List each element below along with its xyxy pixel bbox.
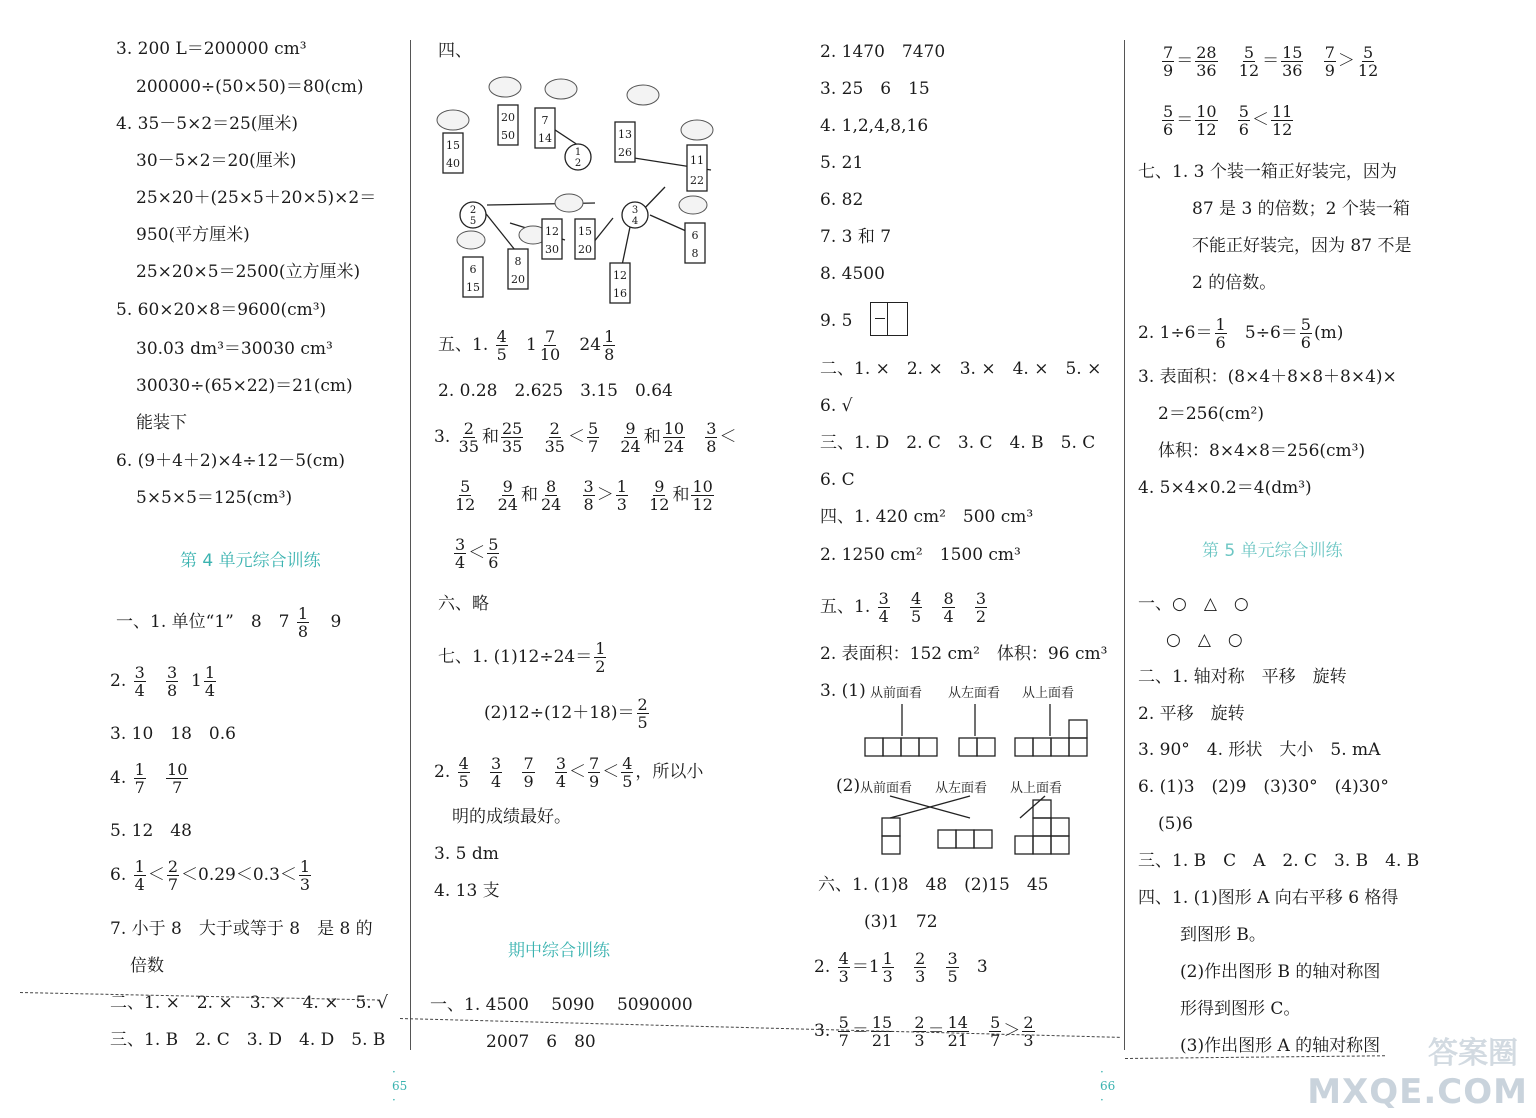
- answer-line: 7. 3 和 7: [820, 227, 892, 247]
- answer-line: 4. 35－5×2＝25(厘米): [116, 114, 299, 134]
- svg-text:20: 20: [501, 111, 515, 124]
- answer-line: 3. 5 dm: [434, 844, 499, 864]
- svg-text:7: 7: [541, 114, 549, 127]
- page-number: · 66 ·: [1100, 1065, 1116, 1107]
- answer-line: 5. 12 48: [110, 821, 192, 841]
- answer-line: $\frac{5}{12}$ $\frac{9}{24}$ 和 $\frac{8}{24}$ $\frac{3}{8}$ ＞ $\frac{1}{3}$ $\frac{9}{12}$ 和 $\frac{10}{12}$: [455, 477, 713, 514]
- svg-text:16: 16: [613, 287, 627, 300]
- svg-text:6: 6: [691, 229, 699, 242]
- answer-line: 5. 21: [820, 153, 864, 173]
- answer-line: 七、1. (1)12÷24＝ $\frac{1}{2}$: [438, 639, 606, 676]
- three-views-figure-2: [860, 792, 1120, 862]
- svg-text:20: 20: [511, 273, 525, 286]
- answer-line: 87 是 3 的倍数；2 个装一箱: [1192, 199, 1410, 219]
- svg-text:13: 13: [618, 128, 632, 141]
- answer-line: 二、1. × 2. × 3. × 4. × 5. √: [110, 993, 388, 1013]
- svg-text:11: 11: [690, 154, 704, 167]
- answer-line: 25×20＋(25×5＋20×5)×2＝: [136, 188, 377, 208]
- answer-line: 2. 平移 旋转: [1138, 704, 1245, 724]
- answer-line: 四、: [438, 41, 472, 61]
- answer-line: (2)12÷(12＋18)＝ $\frac{2}{5}$: [484, 695, 648, 732]
- answer-line: (2)作出图形 B 的轴对称图: [1180, 962, 1381, 982]
- answer-line: 6. $\frac{1}{4}$ ＜ $\frac{2}{7}$ ＜0.29＜0.3＜ $\frac{1}{3}$: [110, 857, 311, 894]
- answer-line: 950(平方厘米): [136, 225, 250, 245]
- answer-line: 四、1. 420 cm² 500 cm³: [820, 507, 1034, 527]
- svg-text:8: 8: [514, 255, 522, 268]
- answer-line: 6. (9＋4＋2)×4÷12－5(cm): [116, 451, 345, 471]
- section-heading: 第 4 单元综合训练: [180, 551, 321, 571]
- svg-text:26: 26: [618, 146, 632, 159]
- answer-line: 3. $\frac{5}{7}$ ＝ $\frac{15}{21}$ $\frac{2}{3}$ ＝ $\frac{14}{21}$ $\frac{5}{7}$ ＞ $\frac{2}{3}$: [814, 1013, 1034, 1050]
- answer-line: 2. 1250 cm² 1500 cm³: [820, 545, 1021, 565]
- answer-line: 一、○ △ ○: [1138, 594, 1249, 614]
- answer-line: 三、1. B C A 2. C 3. B 4. B: [1138, 851, 1420, 871]
- answer-line: 4. 1,2,4,8,16: [820, 116, 929, 136]
- answer-line: 能装下: [136, 413, 187, 433]
- answer-line: 二、1. 轴对称 平移 旋转: [1138, 667, 1347, 687]
- answer-line: (3)作出图形 A 的轴对称图: [1180, 1036, 1381, 1056]
- answer-line: 6. C: [820, 470, 855, 490]
- answer-line: 3. 10 18 0.6: [110, 724, 236, 744]
- answer-line: 4. $\frac{1}{7}$ $\frac{10}{7}$: [110, 760, 188, 797]
- svg-text:12: 12: [545, 225, 559, 238]
- answer-line: 5. 60×20×8＝9600(cm³): [116, 300, 327, 320]
- answer-line: 30－5×2＝20(厘米): [136, 151, 297, 171]
- answer-line: $\frac{7}{9}$ ＝ $\frac{28}{36}$ $\frac{5}{12}$ ＝ $\frac{15}{36}$ $\frac{7}{9}$ ＞ $\frac{5}{12}$: [1163, 43, 1379, 80]
- grid-line: [887, 303, 888, 335]
- answer-line: 2＝256(cm²): [1158, 404, 1264, 424]
- answer-line: 2. 0.28 2.625 3.15 0.64: [438, 381, 673, 401]
- svg-text:12: 12: [613, 269, 627, 282]
- answer-line: 25×20×5＝2500(立方厘米): [136, 262, 361, 282]
- answer-line: ○ △ ○: [1166, 630, 1243, 650]
- answer-line: 2007 6 80: [486, 1032, 596, 1052]
- section-heading: 第 5 单元综合训练: [1202, 541, 1343, 561]
- answer-line: 2 的倍数。: [1192, 273, 1277, 293]
- answer-line: $\frac{3}{4}$ ＜ $\frac{5}{6}$: [455, 535, 499, 572]
- answer-line: 六、略: [438, 594, 489, 614]
- answer-line: 二、1. × 2. × 3. × 4. × 5. ×: [820, 359, 1102, 379]
- answer-line: 四、1. (1)图形 A 向右平移 6 格得: [1138, 888, 1399, 908]
- answer-line: 3. 90° 4. 形状 大小 5. mA: [1138, 740, 1381, 760]
- svg-text:3: 3: [631, 205, 639, 216]
- view-label-top: 从上面看: [1022, 686, 1075, 701]
- view-label-front: 从前面看: [860, 781, 913, 796]
- watermark-logo: 答案圈: [1428, 1036, 1518, 1071]
- answer-line: 2. 1÷6＝ $\frac{1}{6}$ 5÷6＝ $\frac{5}{6}$ (m): [1138, 315, 1344, 352]
- answer-line: 一、1. 单位“1” 8 7 $\frac{1}{8}$ 9: [116, 604, 342, 641]
- svg-text:22: 22: [690, 174, 704, 187]
- answer-line: 3. $\frac{2}{35}$ 和 $\frac{25}{35}$ $\frac{2}{35}$ ＜ $\frac{5}{7}$ $\frac{9}{24}$ 和 $\frac{10}{24}$ $\frac{3}{8}$ ＜: [434, 419, 737, 456]
- answer-line: 五、1. $\frac{3}{4}$ $\frac{4}{5}$ $\frac{8}{4}$ $\frac{3}{2}$: [820, 589, 987, 626]
- answer-line: 9. 5: [820, 311, 853, 331]
- answer-line: 4. 5×4×0.2＝4(dm³): [1138, 478, 1312, 498]
- answer-line: 30.03 dm³＝30030 cm³: [136, 339, 333, 359]
- answer-line: 形得到图形 C。: [1180, 999, 1301, 1019]
- three-views-figure-1: [860, 700, 1120, 760]
- answer-line: 到图形 B。: [1180, 925, 1266, 945]
- svg-text:15: 15: [578, 225, 592, 238]
- svg-text:20: 20: [578, 243, 592, 256]
- page-number: · 65 ·: [392, 1065, 408, 1107]
- grid-line: [875, 318, 885, 319]
- svg-text:8: 8: [691, 247, 699, 260]
- svg-text:5: 5: [469, 216, 477, 227]
- svg-text:15: 15: [446, 139, 460, 152]
- fraction-matching-diagram: [435, 75, 735, 310]
- answer-line: 不能正好装完，因为 87 不是: [1192, 236, 1412, 256]
- answer-line: 7. 小于 8 大于或等于 8 是 8 的: [110, 919, 373, 939]
- answer-line: 2. $\frac{3}{4}$ $\frac{3}{8}$ 1 $\frac{1}{4}$: [110, 663, 216, 700]
- svg-text:1: 1: [574, 147, 582, 158]
- svg-text:2: 2: [469, 205, 477, 216]
- answer-line: 30030÷(65×22)＝21(cm): [136, 376, 353, 396]
- answer-line: 2. $\frac{4}{5}$ $\frac{3}{4}$ $\frac{7}{9}$ $\frac{3}{4}$ ＜ $\frac{7}{9}$ ＜ $\frac{4}{5}$ ，所以小: [434, 754, 704, 791]
- answer-line: 6. (1)3 (2)9 (3)30° (4)30°: [1138, 777, 1389, 797]
- answer-line: 4. 13 支: [434, 881, 500, 901]
- answer-line: 五、1. $\frac{4}{5}$ 1 $\frac{7}{10}$ 24 $\frac{1}{8}$: [438, 327, 615, 364]
- answer-line: 3. (1): [820, 681, 866, 701]
- svg-text:15: 15: [466, 281, 480, 294]
- column-4: [1120, 0, 1536, 1118]
- answer-line: 200000÷(50×50)＝80(cm): [136, 77, 364, 97]
- answer-line: 七、1. 3 个装一箱正好装完，因为: [1138, 162, 1397, 182]
- answer-line: (5)6: [1158, 814, 1193, 834]
- watermark-url: MXQE.COM: [1307, 1072, 1528, 1112]
- answer-line: 三、1. B 2. C 3. D 4. D 5. B: [110, 1030, 386, 1050]
- answer-line: 3. 表面积：(8×4＋8×8＋8×4)×: [1138, 367, 1397, 387]
- answer-line: 5×5×5＝125(cm³): [136, 488, 293, 508]
- answer-line: 8. 4500: [820, 264, 885, 284]
- svg-text:14: 14: [538, 132, 552, 145]
- svg-text:6: 6: [469, 263, 477, 276]
- answer-line: 3. 25 6 15: [820, 79, 930, 99]
- answer-line: 2. $\frac{4}{3}$ ＝1 $\frac{1}{3}$ $\frac{2}{3}$ $\frac{3}{5}$ 3: [814, 949, 988, 986]
- svg-text:50: 50: [501, 129, 515, 142]
- answer-line: 一、1. 4500 5090 5090000: [430, 995, 693, 1015]
- answer-line: 2. 表面积：152 cm² 体积：96 cm³: [820, 644, 1108, 664]
- grid-figure: [870, 302, 908, 336]
- section-heading: 期中综合训练: [508, 941, 610, 961]
- answer-line: 2. 1470 7470: [820, 42, 946, 62]
- column-2: [410, 0, 800, 1118]
- answer-line: 3. 200 L＝200000 cm³: [116, 39, 307, 59]
- answer-line: 三、1. D 2. C 3. C 4. B 5. C: [820, 433, 1096, 453]
- svg-text:4: 4: [631, 216, 639, 227]
- answer-line: 体积：8×4×8＝256(cm³): [1158, 441, 1366, 461]
- view-label-front: 从前面看: [870, 686, 923, 701]
- answer-line: 倍数: [130, 956, 164, 976]
- view-label-top: 从上面看: [1010, 781, 1063, 796]
- answer-line: 6. √: [820, 396, 853, 416]
- answer-line: 六、1. (1)8 48 (2)15 45: [818, 875, 1049, 895]
- column-1: [0, 0, 410, 1118]
- answer-line: 明的成绩最好。: [452, 807, 571, 827]
- answer-line: 6. 82: [820, 190, 864, 210]
- svg-text:40: 40: [446, 157, 460, 170]
- svg-text:30: 30: [545, 243, 559, 256]
- answer-line: (2): [836, 776, 861, 796]
- view-label-left: 从左面看: [935, 781, 988, 796]
- svg-text:2: 2: [574, 158, 582, 169]
- view-label-left: 从左面看: [948, 686, 1001, 701]
- column-3: [800, 0, 1120, 1118]
- answer-line: $\frac{5}{6}$ ＝ $\frac{10}{12}$ $\frac{5}{6}$ ＜ $\frac{11}{12}$: [1163, 102, 1293, 139]
- answer-line: (3)1 72: [864, 912, 938, 932]
